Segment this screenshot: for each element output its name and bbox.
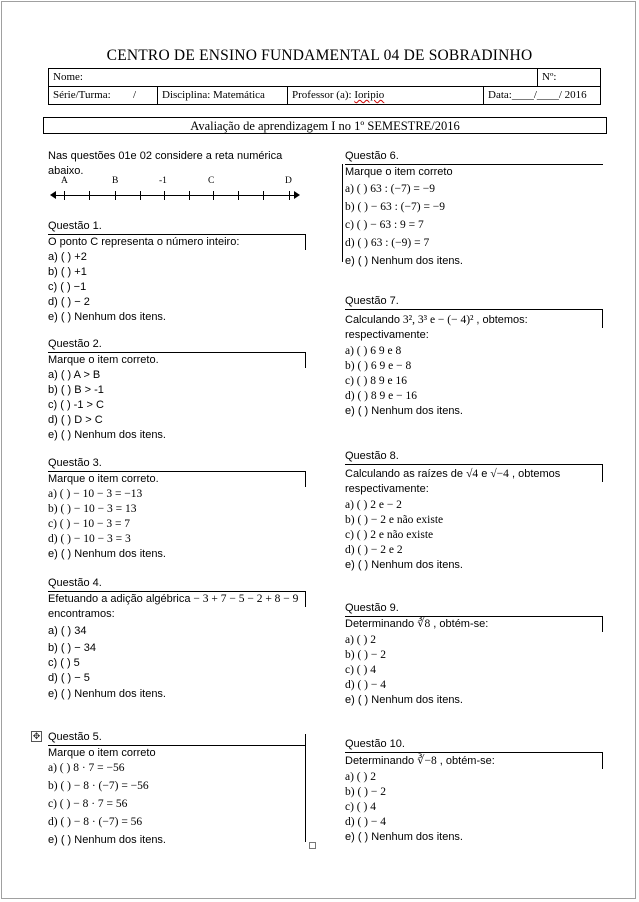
- question-4-stem-text: Efetuando a adição algébrica: [48, 593, 191, 605]
- number-line-tick: [140, 191, 141, 200]
- number-line-tick: [115, 191, 116, 200]
- question-7-option-b[interactable]: b) ( ) 6 9 e − 8: [345, 360, 412, 372]
- question-6-option-b[interactable]: b) ( ) − 63 : (−7) = −9: [345, 201, 446, 213]
- number-line-tick: [164, 191, 165, 200]
- question-6: [345, 149, 603, 269]
- question-2-stem: Marque o item correto.: [48, 352, 306, 368]
- question-10-option-c[interactable]: c) ( ) 4: [345, 801, 376, 813]
- question-10-option-b[interactable]: b) ( ) − 2: [345, 786, 386, 798]
- intro-text: [48, 149, 298, 179]
- discipline-label: Disciplina: Matemática: [157, 87, 287, 104]
- number-line-label-b: B: [112, 176, 119, 186]
- number-line: [52, 188, 298, 202]
- question-8-option-c[interactable]: c) ( ) 2 e não existe: [345, 529, 434, 541]
- question-10-stem-end: , obtém-se:: [436, 755, 495, 767]
- question-7-option-a[interactable]: a) ( ) 6 9 e 8: [345, 345, 402, 357]
- question-3-option-d[interactable]: d) ( ) − 10 − 3 = 3: [48, 533, 131, 545]
- question-9-option-c[interactable]: c) ( ) 4: [345, 664, 376, 676]
- question-7-expression: 3², 3³ e − (− 4)²: [400, 314, 477, 326]
- serie-label[interactable]: Série/Turma:: [53, 89, 111, 101]
- question-9-option-e[interactable]: e) ( ) Nenhum dos itens.: [345, 694, 463, 706]
- question-9-stem: [345, 616, 603, 632]
- question-7-option-c[interactable]: c) ( ) 8 9 e 16: [345, 375, 407, 387]
- question-7: [345, 294, 603, 419]
- question-8-stem: [345, 464, 603, 482]
- question-10-option-e[interactable]: e) ( ) Nenhum dos itens.: [345, 831, 463, 843]
- question-1: [48, 219, 306, 325]
- question-9-cube-root: ∛8: [417, 618, 431, 630]
- question-4-option-a[interactable]: a) ( ) 34: [48, 625, 87, 637]
- question-8: [345, 449, 603, 573]
- question-8-option-a[interactable]: a) ( ) 2 e − 2: [345, 499, 402, 511]
- question-5-option-e[interactable]: e) ( ) Nenhum dos itens.: [48, 834, 166, 846]
- question-3-option-b[interactable]: b) ( ) − 10 − 3 = 13: [48, 503, 137, 515]
- header-row-details: [49, 86, 600, 104]
- number-line-tick: [213, 191, 214, 200]
- question-6-stem: Marque o item correto: [345, 164, 603, 180]
- question-4-option-b[interactable]: b) ( ) − 34: [48, 642, 96, 654]
- question-5-option-b[interactable]: b) ( ) − 8 · (−7) = −56: [48, 780, 149, 792]
- question-4-title: Questão 4.: [48, 577, 102, 589]
- question-10-option-d[interactable]: d) ( ) − 4: [345, 816, 386, 828]
- question-7-stem-end: , obtemos:: [476, 314, 528, 326]
- teacher-field: [287, 87, 483, 104]
- question-10-stem-text: Determinando: [345, 755, 415, 767]
- question-10-stem: [345, 752, 603, 769]
- question-8-option-e[interactable]: e) ( ) Nenhum dos itens.: [345, 559, 463, 571]
- question-5-title: Questão 5.: [48, 731, 102, 743]
- arrow-left-icon: [50, 191, 56, 199]
- question-7-option-d[interactable]: d) ( ) 8 9 e − 16: [345, 390, 417, 402]
- question-7-title: Questão 7.: [345, 295, 399, 307]
- question-8-title: Questão 8.: [345, 450, 399, 462]
- question-4-stem: [48, 591, 306, 607]
- question-8-stem-text: Calculando as raízes de: [345, 468, 464, 480]
- question-5-stem: Marque o item correto: [48, 745, 306, 761]
- number-line-label-c: C: [208, 176, 215, 186]
- question-2-option-d[interactable]: d) ( ) D > C: [48, 414, 103, 426]
- question-10-cube-root: ∛−8: [417, 755, 437, 767]
- student-header-table: [48, 68, 601, 105]
- question-8-option-b[interactable]: b) ( ) − 2 e não existe: [345, 514, 444, 526]
- question-10: [345, 737, 603, 845]
- evaluation-title: Avaliação de aprendizagem I no 1º SEMESTRE/2016: [43, 117, 607, 134]
- question-3: [48, 456, 306, 562]
- question-8-option-d[interactable]: d) ( ) − 2 e 2: [345, 544, 403, 556]
- question-1-option-c[interactable]: c) ( ) −1: [48, 281, 87, 293]
- question-10-title: Questão 10.: [345, 738, 405, 750]
- question-6-title: Questão 6.: [345, 150, 399, 162]
- number-line-tick: [64, 191, 65, 200]
- question-8-root-minus4: √−4: [490, 468, 509, 480]
- teacher-name: Ioripio: [354, 89, 385, 101]
- number-line-tick: [189, 191, 190, 200]
- question-2: [48, 337, 306, 443]
- question-4-expression: − 3 + 7 − 5 − 2 + 8 − 9: [190, 593, 299, 605]
- serie-separator: /: [133, 89, 137, 101]
- question-8-stem-mid: e: [478, 468, 491, 480]
- question-1-option-d[interactable]: d) ( ) − 2: [48, 296, 90, 308]
- question-2-option-e[interactable]: e) ( ) Nenhum dos itens.: [48, 429, 166, 441]
- question-1-option-a[interactable]: a) ( ) +2: [48, 251, 87, 263]
- question-1-stem: O ponto C representa o número inteiro:: [48, 234, 306, 250]
- question-7-stem: [345, 309, 603, 328]
- question-1-option-e[interactable]: e) ( ) Nenhum dos itens.: [48, 311, 166, 323]
- question-6-option-d[interactable]: d) ( ) 63 : (−9) = 7: [345, 237, 430, 249]
- number-line-tick: [238, 191, 239, 200]
- header-row-name: [49, 69, 600, 86]
- question-4: [48, 576, 306, 702]
- question-2-option-a[interactable]: a) ( ) A > B: [48, 369, 101, 381]
- question-9-stem-end: , obtém-se:: [430, 618, 489, 630]
- question-5-option-c[interactable]: c) ( ) − 8 · 7 = 56: [48, 798, 128, 810]
- number-line-tick: [89, 191, 90, 200]
- question-4-option-c[interactable]: c) ( ) 5: [48, 657, 80, 669]
- number-line-label-minus1: -1: [159, 176, 167, 186]
- question-7-stem-text: Calculando: [345, 314, 401, 326]
- number-line-tick: [263, 191, 264, 200]
- question-6-option-e[interactable]: e) ( ) Nenhum dos itens.: [345, 255, 463, 267]
- arrow-right-icon: [294, 191, 300, 199]
- question-2-option-b[interactable]: b) ( ) B > -1: [48, 384, 104, 396]
- question-9-option-d[interactable]: d) ( ) − 4: [345, 679, 386, 691]
- question-2-option-c[interactable]: c) ( ) -1 > C: [48, 399, 104, 411]
- question-7-stem-continued: respectivamente:: [345, 329, 429, 341]
- question-9-option-b[interactable]: b) ( ) − 2: [345, 649, 386, 661]
- question-7-option-e[interactable]: e) ( ) Nenhum dos itens.: [345, 405, 463, 417]
- question-9: [345, 601, 603, 708]
- question-1-option-b[interactable]: b) ( ) +1: [48, 266, 87, 278]
- name-label[interactable]: Nome:: [53, 71, 83, 83]
- question-5-option-a[interactable]: a) ( ) 8 · 7 = −56: [48, 762, 125, 774]
- question-5: [48, 730, 306, 848]
- question-9-option-a[interactable]: a) ( ) 2: [345, 634, 376, 646]
- question-2-title: Questão 2.: [48, 338, 102, 350]
- question-3-option-e[interactable]: e) ( ) Nenhum dos itens.: [48, 548, 166, 560]
- teacher-label: Professor (a):: [292, 89, 352, 101]
- question-4-option-d[interactable]: d) ( ) − 5: [48, 672, 90, 684]
- school-title: CENTRO DE ENSINO FUNDAMENTAL 04 DE SOBRADINHO: [106, 47, 533, 64]
- anchor-square-icon: [309, 842, 316, 849]
- move-handle-icon[interactable]: ✥: [32, 731, 41, 741]
- question-4-option-e[interactable]: e) ( ) Nenhum dos itens.: [48, 688, 166, 700]
- question-4-stem-continued: encontramos:: [48, 608, 115, 620]
- question-3-title: Questão 3.: [48, 457, 102, 469]
- number-line-tick: [289, 191, 290, 200]
- question-3-stem: Marque o item correto.: [48, 471, 306, 487]
- number-label[interactable]: Nº:: [537, 69, 600, 86]
- question-6-option-c[interactable]: c) ( ) − 63 : 9 = 7: [345, 219, 424, 231]
- question-10-option-a[interactable]: a) ( ) 2: [345, 771, 376, 783]
- question-1-title: Questão 1.: [48, 220, 102, 232]
- date-field[interactable]: Data:____/____/ 2016: [483, 87, 600, 104]
- question-5-right-border: [305, 734, 306, 842]
- number-line-label-d: D: [285, 176, 292, 186]
- question-3-option-c[interactable]: c) ( ) − 10 − 3 = 7: [48, 518, 131, 530]
- number-line-label-a: A: [61, 176, 68, 186]
- question-8-stem-continued: respectivamente:: [345, 483, 429, 495]
- question-8-root-4: √4: [466, 468, 479, 480]
- question-9-stem-text: Determinando: [345, 618, 415, 630]
- intro-paragraph: Nas questões 01e 02 considere a reta numérica abaixo.: [48, 150, 283, 177]
- question-6-option-a[interactable]: a) ( ) 63 : (−7) = −9: [345, 183, 436, 195]
- question-3-option-a[interactable]: a) ( ) − 10 − 3 = −13: [48, 488, 143, 500]
- question-6-left-border: [342, 164, 343, 262]
- question-8-stem-end: , obtemos: [508, 468, 561, 480]
- question-9-title: Questão 9.: [345, 602, 399, 614]
- question-5-option-d[interactable]: d) ( ) − 8 · (−7) = 56: [48, 816, 143, 828]
